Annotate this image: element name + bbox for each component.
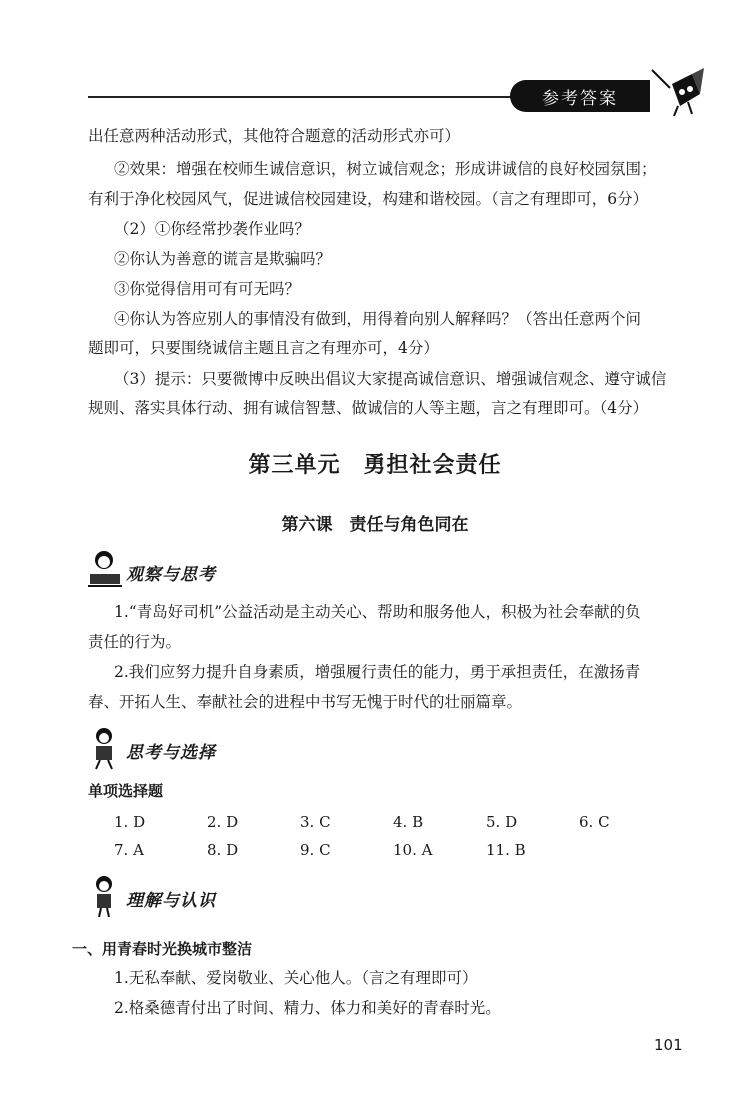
top-line-9: （3）提示：只要微博中反映出倡议大家提高诚信意识、增强诚信观念、遵守诚信 <box>114 370 667 388</box>
page-number: 101 <box>654 1036 683 1054</box>
answer-row <box>114 808 674 836</box>
answer-item: 6. C <box>579 813 610 831</box>
s1-line-1: 1.“青岛好司机”公益活动是主动关心、帮助和服务他人，积极为社会奉献的负 <box>114 603 641 621</box>
section-understand-recognize <box>86 874 266 918</box>
child-standing-icon <box>86 874 124 918</box>
answer-row <box>114 836 674 864</box>
unit-title: 第三单元 勇担社会责任 <box>248 453 502 478</box>
top-line-1: 出任意两种活动形式，其他符合题意的活动形式亦可） <box>88 127 461 145</box>
answer-item: 11. B <box>486 841 526 859</box>
s1-line-2: 责任的行为。 <box>88 633 182 651</box>
s1-line-3: 2.我们应努力提升自身素质，增强履行责任的能力，勇于承担责任，在激扬青 <box>114 663 641 681</box>
subsection-heading: 一、用青春时光换城市整洁 <box>72 940 253 958</box>
single-choice-heading: 单项选择题 <box>88 782 164 800</box>
answer-item: 9. C <box>300 841 331 859</box>
s1-line-4: 春、开拓人生、奉献社会的进程中书写无愧于时代的壮丽篇章。 <box>88 693 523 711</box>
answer-item: 5. D <box>486 813 518 831</box>
header-rule <box>88 96 518 98</box>
header-tab <box>510 80 650 112</box>
section-label: 思考与选择 <box>126 743 216 763</box>
top-line-2: ②效果：增强在校师生诚信意识，树立诚信观念；形成讲诚信的良好校园氛围； <box>114 160 657 178</box>
top-line-8: 题即可，只要围绕诚信主题且言之有理亦可，4分） <box>88 339 439 357</box>
s3-line-2: 2.格桑德青付出了时间、精力、体力和美好的青春时光。 <box>114 999 501 1017</box>
top-line-4: （2）①你经常抄袭作业吗？ <box>114 220 310 238</box>
top-line-7: ④你认为答应别人的事情没有做到，用得着向别人解释吗？（答出任意两个问 <box>114 310 642 328</box>
section-observe-think <box>86 548 266 592</box>
answer-item: 4. B <box>393 813 424 831</box>
answer-item: 10. A <box>393 841 433 859</box>
s3-line-1: 1.无私奉献、爱岗敬业、关心他人。（言之有理即可） <box>114 969 478 987</box>
pencil-mascot-icon <box>648 64 708 120</box>
child-reading-icon <box>86 548 124 592</box>
answer-item: 8. D <box>207 841 239 859</box>
answer-item: 7. A <box>114 841 144 859</box>
top-line-6: ③你觉得信用可有可无吗？ <box>114 280 301 298</box>
answer-item: 1. D <box>114 813 146 831</box>
top-line-3: 有利于净化校园风气，促进诚信校园建设，构建和谐校园。（言之有理即可，6分） <box>88 190 649 208</box>
header-tab-label: 参考答案 <box>542 88 618 109</box>
section-label: 观察与思考 <box>126 565 216 585</box>
top-line-5: ②你认为善意的谎言是欺骗吗？ <box>114 250 332 268</box>
section-think-choose <box>86 726 266 770</box>
answer-item: 3. C <box>300 813 331 831</box>
top-line-10: 规则、落实具体行动、拥有诚信智慧、做诚信的人等主题，言之有理即可。（4分） <box>88 399 649 417</box>
child-thinking-icon <box>86 726 124 770</box>
answer-grid <box>114 808 674 864</box>
lesson-title: 第六课 责任与角色同在 <box>281 515 469 535</box>
section-label: 理解与认识 <box>126 891 216 911</box>
answer-item: 2. D <box>207 813 239 831</box>
